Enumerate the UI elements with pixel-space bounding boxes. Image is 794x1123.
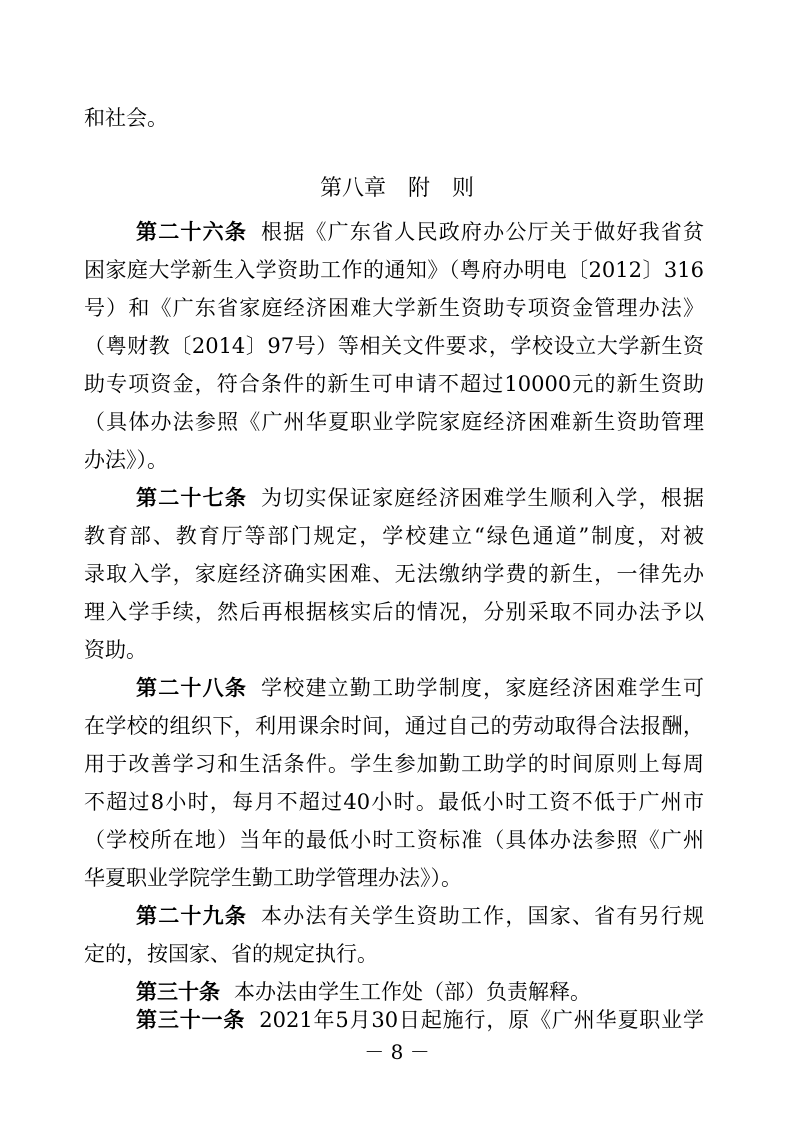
article-26-line: 号）和《广东省家庭经济困难大学新生资助专项资金管理办法》 bbox=[84, 296, 704, 320]
article-28-title: 第二十八条 bbox=[136, 676, 248, 700]
article-27-line: 理入学手续，然后再根据核实后的情况，分别采取不同办法予以 bbox=[84, 600, 704, 624]
article-26-line: （具体办法参照《广州华夏职业学院家庭经济困难新生资助管理 bbox=[84, 410, 704, 434]
article-31-title: 第三十一条 bbox=[136, 1008, 246, 1032]
article-27-title: 第二十七条 bbox=[136, 486, 248, 510]
article-29-text: 本办法有关学生资助工作，国家、省有另行规 bbox=[261, 904, 705, 928]
article-28-line: （学校所在地）当年的最低小时工资标准（具体办法参照《广州 bbox=[84, 828, 704, 852]
article-28-line: 用于改善学习和生活条件。学生参加勤工助学的时间原则上每周 bbox=[84, 752, 704, 776]
article-26-title: 第二十六条 bbox=[136, 220, 248, 244]
article-28-line: 不超过8小时，每月不超过40小时。最低小时工资不低于广州市 bbox=[84, 790, 704, 814]
article-28-text: 学校建立勤工助学制度，家庭经济困难学生可 bbox=[261, 676, 705, 700]
article-29-first-line bbox=[136, 902, 704, 930]
article-31-text: 2021年5月30日起施行，原《广州华夏职业学 bbox=[259, 1008, 704, 1032]
article-26-line: 困家庭大学新生入学资助工作的通知》（粤府办明电〔2012〕316 bbox=[84, 258, 704, 282]
article-27-text: 为切实保证家庭经济困难学生顺利入学，根据 bbox=[261, 486, 705, 510]
article-30-title: 第三十条 bbox=[136, 980, 220, 1004]
article-31-first-line bbox=[136, 1006, 704, 1034]
article-28-line: 华夏职业学院学生勤工助学管理办法》）。 bbox=[84, 866, 462, 890]
article-29-title: 第二十九条 bbox=[136, 904, 248, 928]
article-26-first-line bbox=[136, 218, 704, 246]
article-26-text: 根据《广东省人民政府办公厅关于做好我省贫 bbox=[261, 220, 705, 244]
article-30-text: 本办法由学生工作处（部）负责解释。 bbox=[234, 980, 591, 1004]
article-28-line: 在学校的组织下，利用课余时间，通过自己的劳动取得合法报酬， bbox=[84, 714, 704, 738]
article-27-line: 教育部、教育厅等部门规定，学校建立“绿色通道”制度，对被 bbox=[84, 524, 704, 548]
article-26-line: 助专项资金，符合条件的新生可申请不超过10000元的新生资助 bbox=[84, 372, 704, 396]
paragraph-continuation: 和社会。 bbox=[84, 106, 168, 130]
page-number: － 8 － bbox=[364, 1040, 430, 1064]
article-26-line: （粤财教〔2014〕97号）等相关文件要求，学校设立大学新生资 bbox=[84, 334, 704, 358]
article-27-first-line bbox=[136, 484, 704, 512]
article-30-first-line bbox=[136, 978, 704, 1006]
article-28-first-line bbox=[136, 674, 704, 702]
chapter-heading: 第八章 附 则 bbox=[319, 176, 474, 201]
article-26-line: 办法》）。 bbox=[84, 448, 168, 472]
article-27-line: 录取入学，家庭经济确实困难、无法缴纳学费的新生，一律先办 bbox=[84, 562, 704, 586]
article-29-line: 定的，按国家、省的规定执行。 bbox=[84, 942, 378, 966]
article-27-line: 资助。 bbox=[84, 638, 147, 662]
